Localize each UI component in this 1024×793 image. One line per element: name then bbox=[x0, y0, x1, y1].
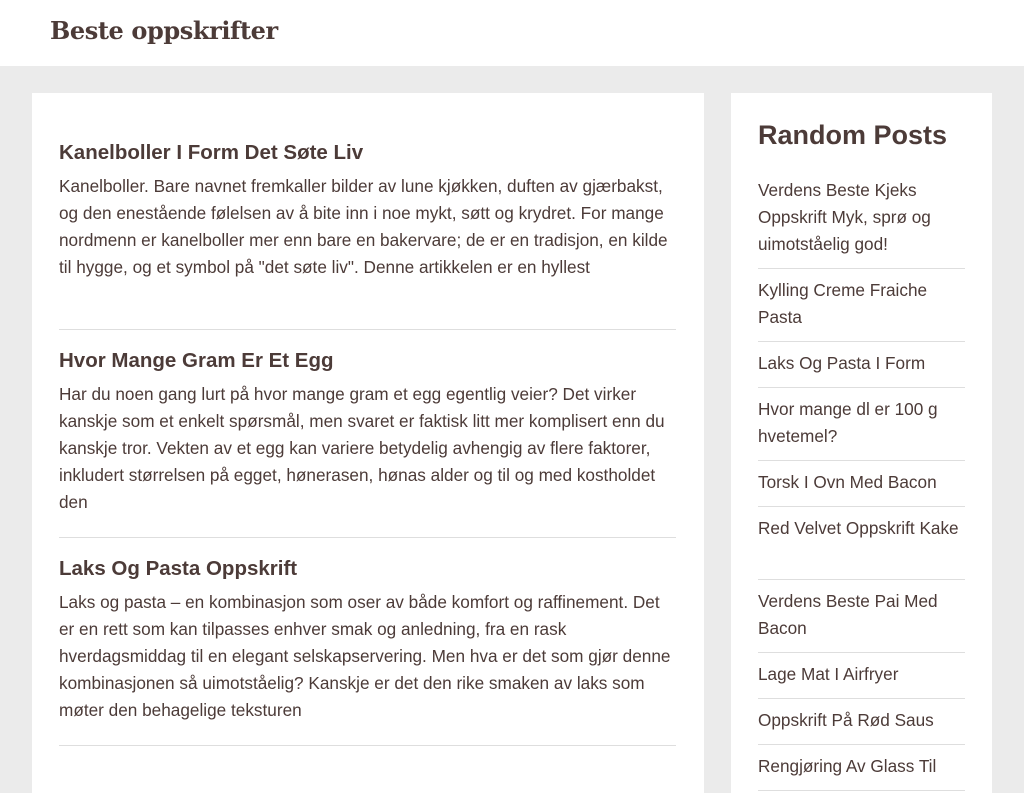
sidebar-heading: Random Posts bbox=[758, 120, 948, 150]
random-post-link[interactable]: Torsk I Ovn Med Bacon bbox=[758, 472, 937, 492]
random-post-link[interactable]: Verdens Beste Kjeks Oppskrift Myk, sprø og uimotståelig god! bbox=[758, 180, 931, 254]
post-list bbox=[32, 93, 704, 793]
sidebar-list-item bbox=[758, 707, 965, 745]
sidebar-list-item bbox=[758, 396, 965, 461]
post-item bbox=[59, 555, 676, 746]
post-excerpt: Laks og pasta – en kombinasjon som oser av både komfort og raffinement. Det er en rett som kan tilpasses enhver smak og anledning, fra en rask hverdagsmiddag til en elegant selskapservering. Men hva er det som gjør denne kombinasjonen så uimotståelig? Kanskje er det den rike smaken av laks som møter den behagelige teksturen bbox=[59, 592, 671, 720]
post-item bbox=[59, 139, 676, 330]
random-post-link[interactable]: Laks Og Pasta I Form bbox=[758, 353, 926, 373]
sidebar-list-item bbox=[758, 277, 965, 342]
site-header bbox=[0, 0, 1024, 66]
sidebar bbox=[731, 93, 992, 793]
post-title-link[interactable]: Laks Og Pasta Oppskrift bbox=[59, 557, 298, 580]
random-post-link[interactable]: Hvor mange dl er 100 g hvetemel? bbox=[758, 399, 938, 446]
random-post-link[interactable]: Rengjøring Av Glass Til bbox=[758, 756, 937, 776]
random-post-link[interactable]: Oppskrift På Rød Saus bbox=[758, 710, 934, 730]
post-title-link[interactable]: Kanelboller I Form Det Søte Liv bbox=[59, 141, 364, 164]
site-title-link[interactable]: Beste oppskrifter bbox=[50, 16, 278, 45]
post-excerpt: Kanelboller. Bare navnet fremkaller bilder av lune kjøkken, duften av gjærbakst, og den enestående følelsen av å bite inn i noe mykt, søtt og krydret. For mange nordmenn er kanelboller mer enn bare en bakervare; de er en tradisjon, en kilde til hygge, og et symbol på "det søte liv". Denne artikkelen er en hyllest bbox=[59, 176, 668, 277]
random-post-link[interactable]: Lage Mat I Airfryer bbox=[758, 664, 899, 684]
random-post-link[interactable]: Red Velvet Oppskrift Kake bbox=[758, 518, 959, 538]
sidebar-list-item bbox=[758, 588, 965, 653]
sidebar-list-item bbox=[758, 515, 965, 580]
post-item bbox=[59, 347, 676, 538]
sidebar-list-item bbox=[758, 753, 965, 791]
post-title-link[interactable]: Hvor Mange Gram Er Et Egg bbox=[59, 349, 334, 372]
random-post-link[interactable]: Verdens Beste Pai Med Bacon bbox=[758, 591, 938, 638]
sidebar-list-item bbox=[758, 177, 965, 269]
random-post-link[interactable]: Kylling Creme Fraiche Pasta bbox=[758, 280, 928, 327]
sidebar-list-item bbox=[758, 350, 965, 388]
post-excerpt: Har du noen gang lurt på hvor mange gram et egg egentlig veier? Det virker kanskje som et enkelt spørsmål, men svaret er faktisk litt mer komplisert enn du kanskje tror. Vekten av et egg kan variere betydelig avhengig av flere faktorer, inkludert størrelsen på egget, hønerasen, hønas alder og til og med kostholdet den bbox=[59, 384, 665, 512]
sidebar-list-item bbox=[758, 469, 965, 507]
sidebar-list-item bbox=[758, 661, 965, 699]
